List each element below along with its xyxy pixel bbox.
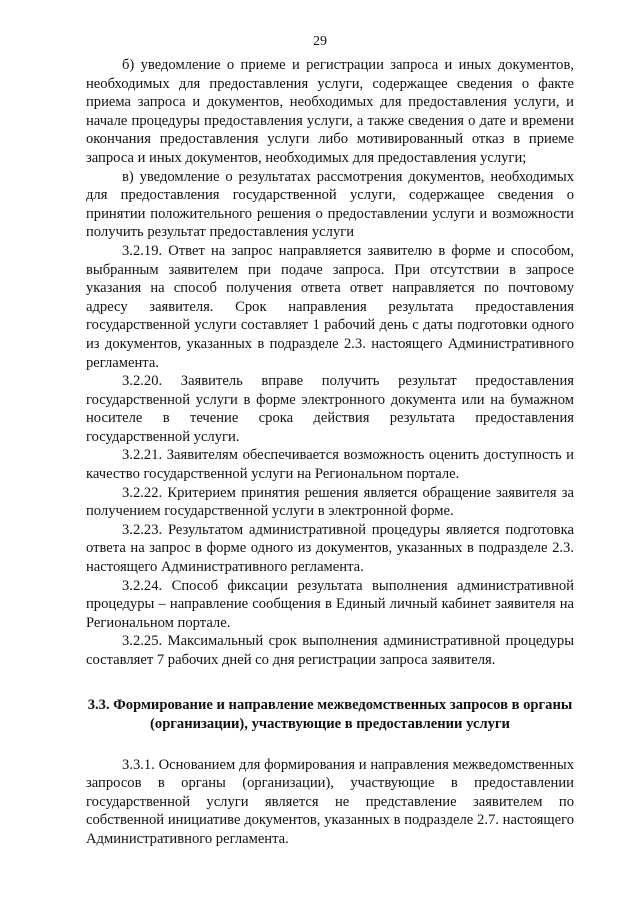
paragraph-3-2-20: 3.2.20. Заявитель вправе получить результат предоставления государственной услуги в форме электронного документа или на бумажном носителе в течение срока действия результата предоставления государственной услуги. [86, 373, 574, 445]
paragraph-3-2-23: 3.2.23. Результатом административной процедуры является подготовка ответа на запрос в форме одного из документов, указанных в подразделе 2.3. настоящего Административного регламента. [86, 521, 574, 576]
paragraph-3-2-25: 3.2.25. Максимальный срок выполнения административной процедуры составляет 7 рабочих дней со дня регистрации запроса заявителя. [86, 633, 574, 668]
page-number: 29 [313, 34, 327, 49]
paragraph-3-2-21: 3.2.21. Заявителям обеспечивается возможность оценить доступность и качество государственной услуги на Региональном портале. [86, 447, 574, 483]
paragraph-3-2-22: 3.2.22. Критерием принятия решения является обращение заявителя за получением государственной услуги в электронной форме. [86, 484, 574, 520]
paragraph-notification-v: в) уведомление о результатах рассмотрения документов, необходимых для предоставления государственной услуги, содержащее сведения о принятии положительного решения о предоставлении услуги и возможности получить результат предоставления услуги [86, 168, 574, 241]
paragraph-3-2-19: 3.2.19. Ответ на запрос направляется заявителю в форме и способом, выбранным заявителем при подаче запроса. При отсутствии в запросе указания на способ получения ответа ответ направляется по почтовому адресу заявителя. Срок направления результата предоставления государственной услуги составляет 1 рабочий день с даты подготовки одного из документов, указанных в подразделе 2.3. настоящего Административного регламента. [86, 242, 574, 371]
paragraph-notification-b: б) уведомление о приеме и регистрации запроса и иных документов, необходимых для предоставления услуги, содержащее сведения о факте приема запроса и документов, необходимых для предоставления услуги, и начале процедуры предоставления услуги, а также сведения о дате и времени окончания предоставления услуги либо мотивированный отказ в приеме запроса и иных документов, необходимых для предоставления услуги; [86, 57, 574, 166]
paragraph-3-2-24: 3.2.24. Способ фиксации результата выполнения административной процедуры – направление сообщения в Единый личный кабинет заявителя на Региональном портале. [86, 577, 574, 631]
document-body [86, 56, 574, 849]
section-heading-3-3: 3.3. Формирование и направление межведомственных запросов в органы (организации), участвующие в предоставлении услуги [87, 696, 573, 732]
paragraph-3-3-1: 3.3.1. Основанием для формирования и направления межведомственных запросов в органы (организации), участвующие в предоставлении государственной услуги является не представление заявителем по собственной инициативе документов, указанных в подразделе 2.7. настоящего Административного регламента. [86, 756, 574, 847]
